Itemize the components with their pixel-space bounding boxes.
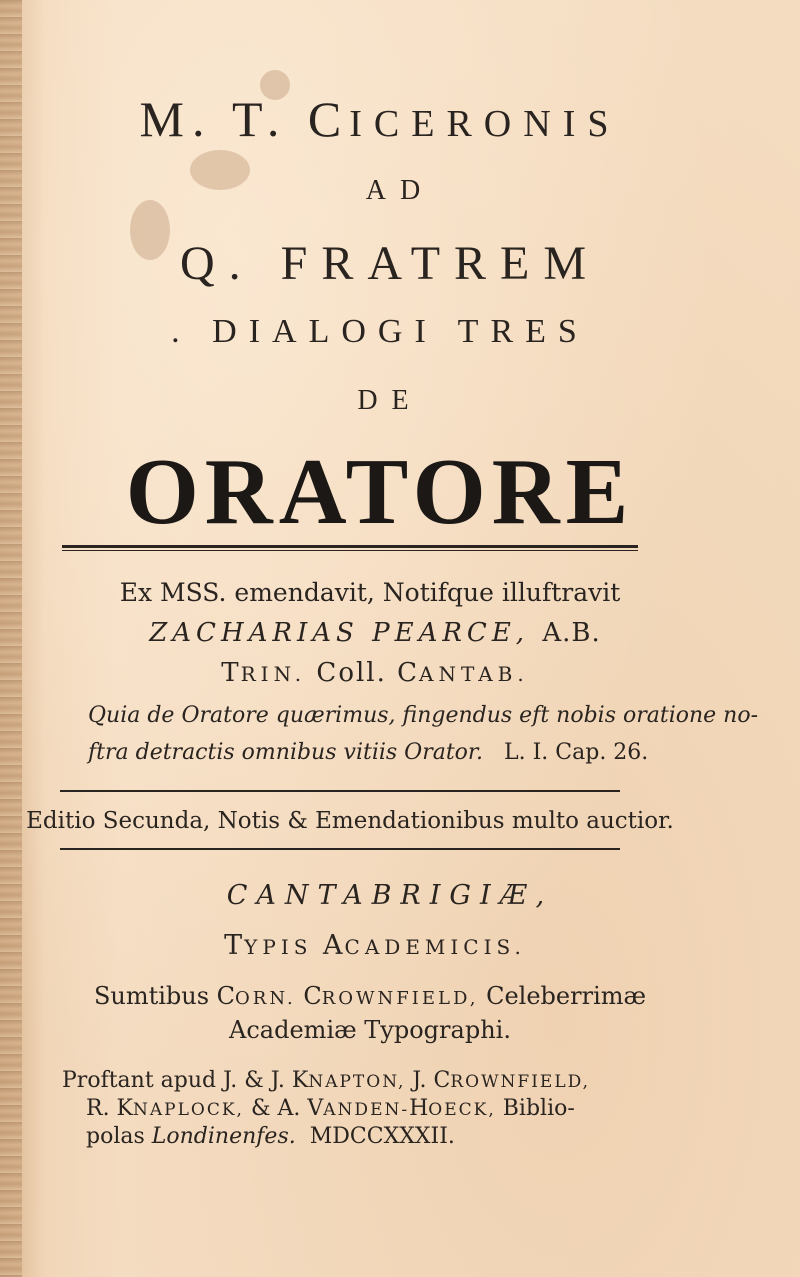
imprint-prostant: Proftant apud J. & J. KNAPTON, J. CROWNFIELD, [62,1068,591,1093]
quote-line-1: Quia de Oratore quærimus, fingendus eft nobis oratione no- [88,703,759,728]
divider-rule [62,545,638,548]
title-ad: AD [365,175,435,206]
editor-college: TRIN. Coll. CANTAB. [221,658,529,688]
imprint-date: polas Londinenfes. MDCCXXXII. [86,1124,455,1149]
imprint-sumptibus: Sumtibus CORN. CROWNFIELD, Celeberrimæ [93,982,647,1010]
quote-line-2: ftra detractis omnibus vitiis Orator. L. I. Cap. 26. [88,740,649,765]
author-title: M. T. CICERONIS [139,91,621,147]
title-de: DE [357,385,423,416]
edition-line: Editio Secunda, Notis & Emendationibus multo auctior. [26,808,674,834]
divider-rule [60,848,620,850]
imprint-booksellers: R. KNAPLOCK, & A. VANDEN-HOECK, Biblio- [86,1096,575,1121]
divider-rule [60,790,620,792]
title-dialogi: . DIALOGI TRES [171,313,589,350]
divider-rule [62,550,638,551]
title-fratrem: Q. FRATREM [179,237,601,290]
editor-line: Ex MSS. emendavit, Notifque illuftravit [119,578,621,607]
editor-name: ZACHARIAS PEARCE, A.B. [149,618,601,648]
imprint-typis: TYPIS ACADEMICIS. [224,930,526,961]
title-oratore: ORATORE [125,440,635,544]
imprint-city: CANTABRIGIÆ, [226,880,554,911]
imprint-typographi: Academiæ Typographi. [229,1016,511,1044]
